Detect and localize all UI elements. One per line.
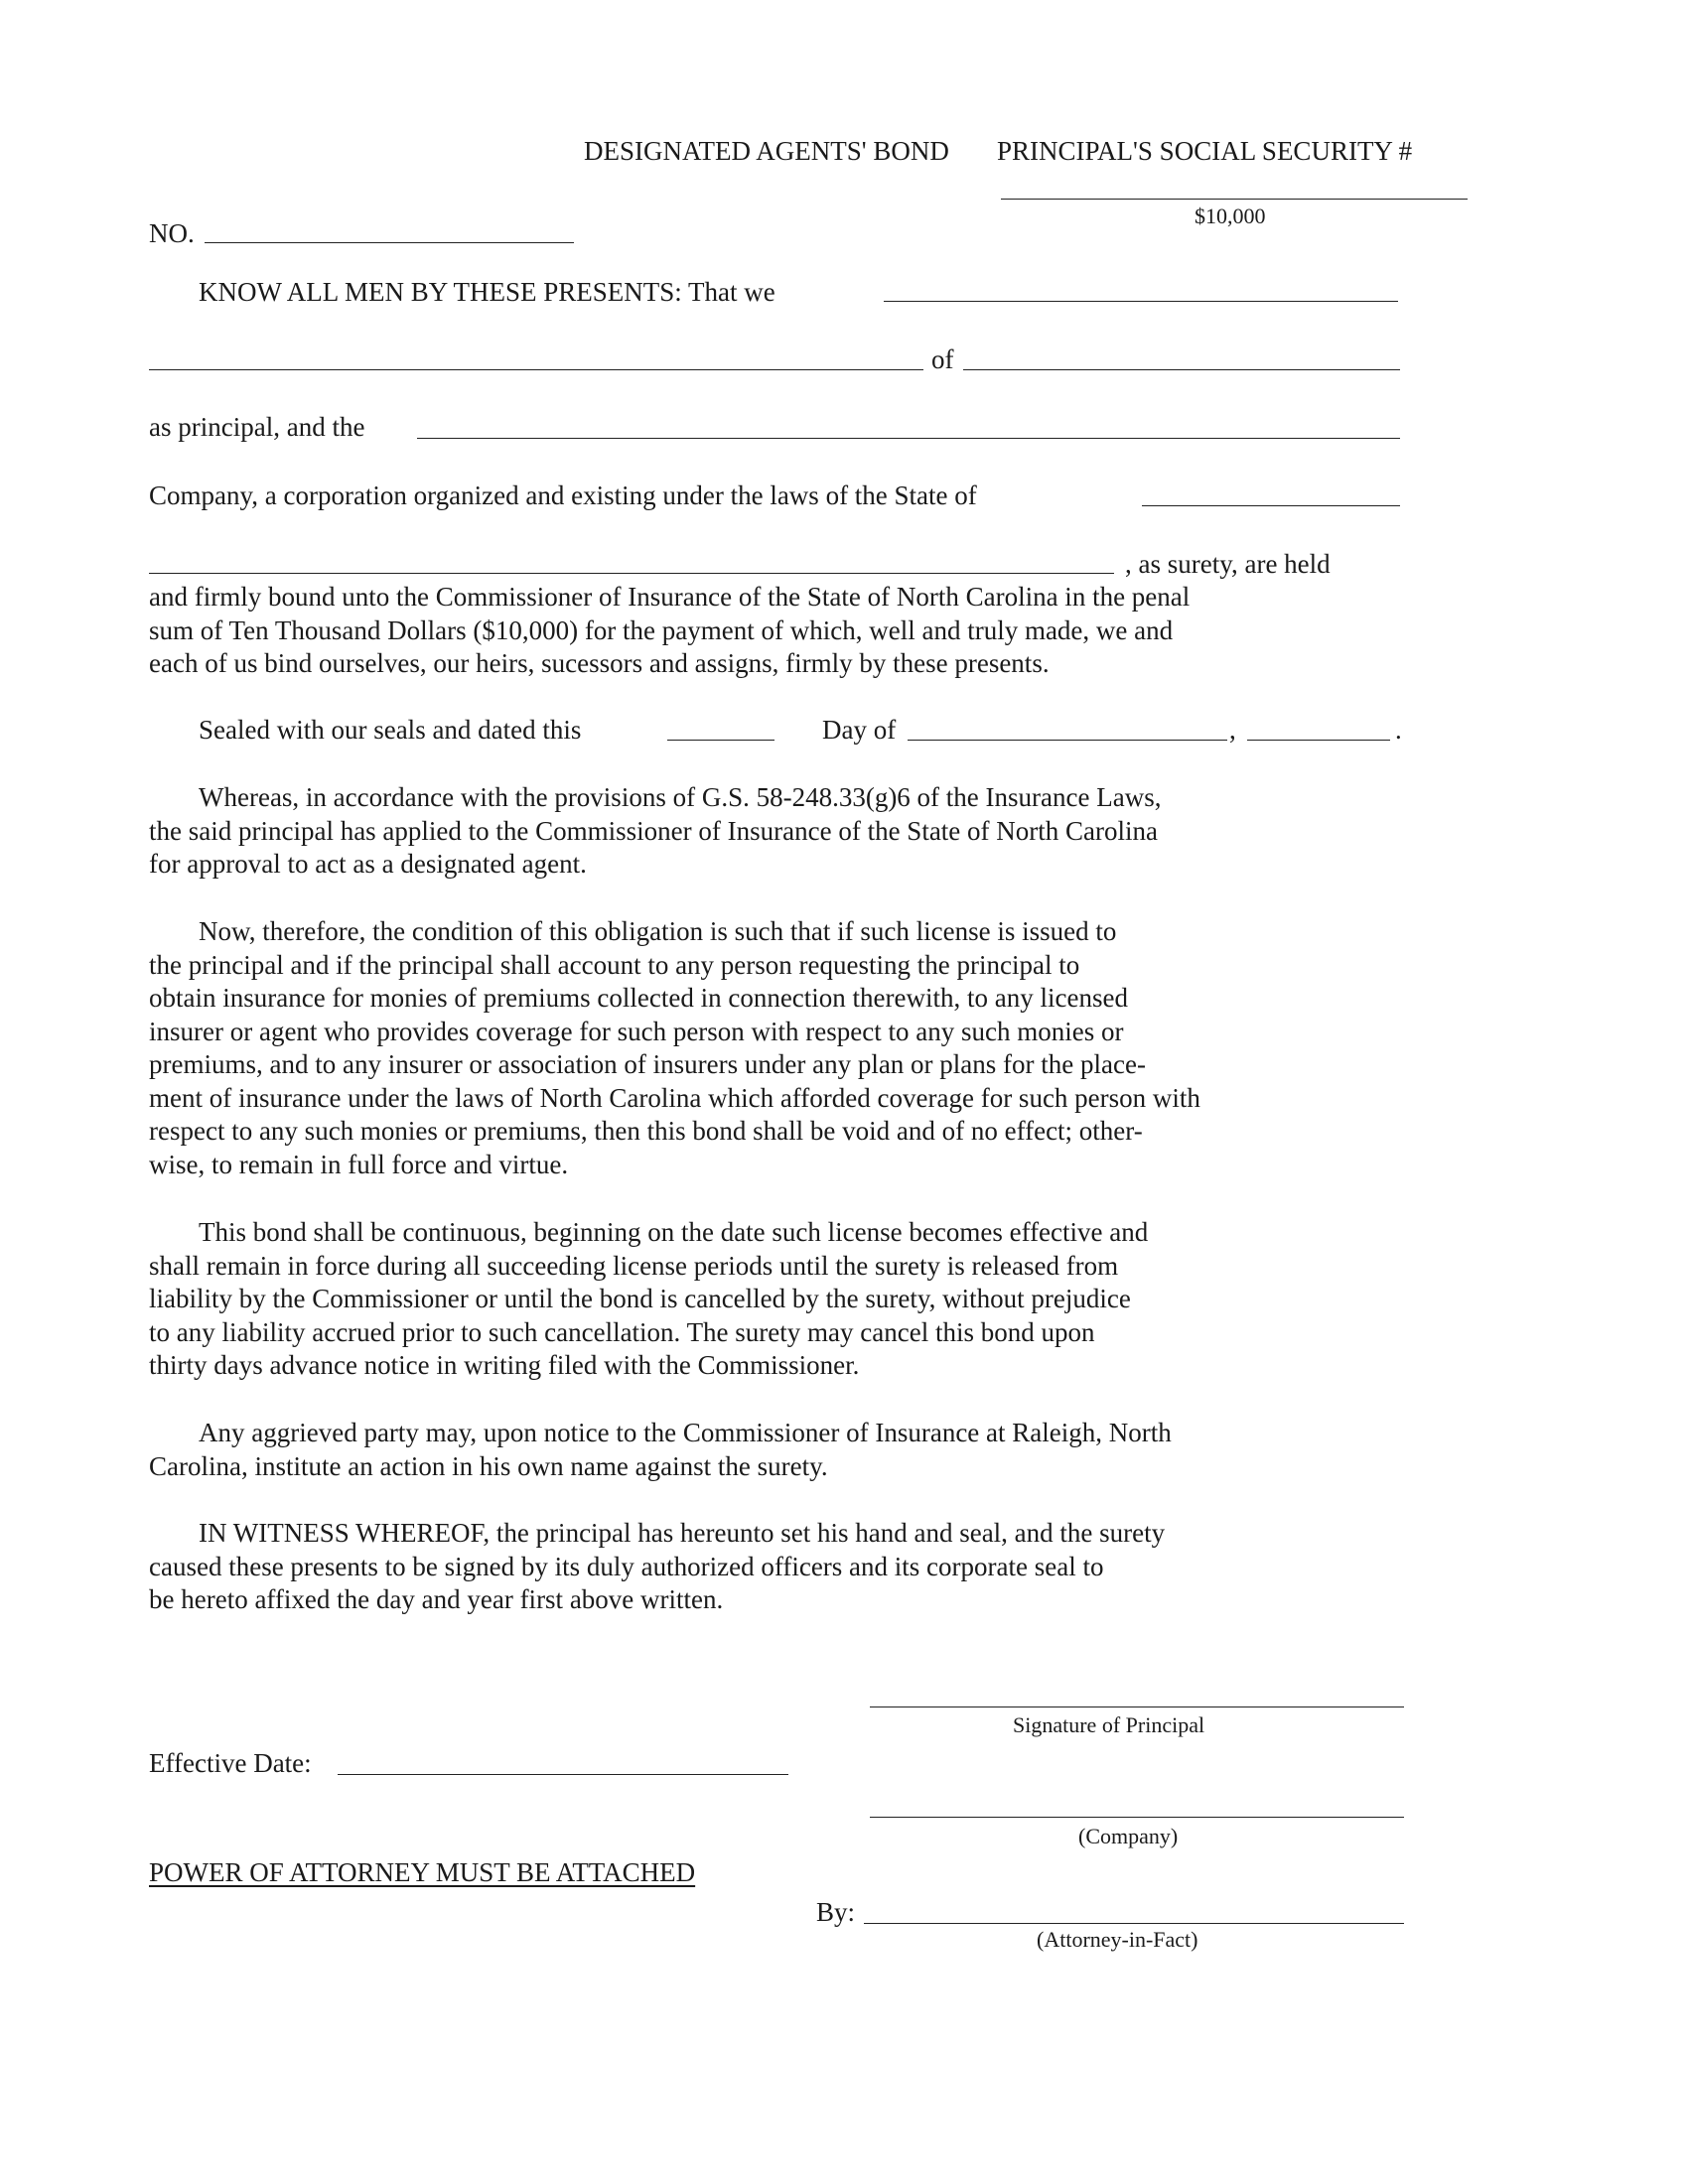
- company-signature-field[interactable]: [870, 1817, 1404, 1818]
- paragraph-line: This bond shall be continuous, beginning on the date such license becomes effective and: [199, 1217, 1149, 1247]
- paragraph-line: thirty days advance notice in writing filed with the Commissioner.: [149, 1350, 860, 1380]
- power-of-attorney-notice: POWER OF ATTORNEY MUST BE ATTACHED: [149, 1857, 696, 1887]
- aggrieved-paragraph: [149, 1417, 1400, 1483]
- bond-title: DESIGNATED AGENTS' BOND: [584, 136, 949, 166]
- paragraph-line: obtain insurance for monies of premiums collected in connection therewith, to any licensed: [149, 983, 1128, 1013]
- surety-label: , as surety, are held: [1125, 549, 1331, 579]
- principal-address-field[interactable]: [963, 369, 1400, 370]
- paragraph-line: respect to any such monies or premiums, then this bond shall be void and of no effect; other-: [149, 1116, 1143, 1146]
- continuous-paragraph: [149, 1216, 1400, 1383]
- now-therefore-paragraph: [149, 915, 1400, 1181]
- principal-signature-label: Signature of Principal: [1013, 1712, 1205, 1737]
- paragraph-line: IN WITNESS WHEREOF, the principal has hereunto set his hand and seal, and the surety: [199, 1518, 1166, 1548]
- principal-signature-field[interactable]: [870, 1706, 1404, 1707]
- principal-name-field[interactable]: [884, 301, 1398, 302]
- of-label: of: [931, 344, 954, 374]
- bond-number-field[interactable]: [205, 242, 574, 243]
- paragraph-line: each of us bind ourselves, our heirs, sucessors and assigns, firmly by these presents.: [149, 648, 1050, 678]
- paragraph-line: to any liability accrued prior to such cancellation. The surety may cancel this bond upon: [149, 1316, 1095, 1347]
- bond-number-label: NO.: [149, 218, 195, 248]
- paragraph-line: Any aggrieved party may, upon notice to the Commissioner of Insurance at Raleigh, North: [199, 1418, 1172, 1447]
- day-of-label: Day of: [822, 715, 897, 745]
- by-label: By:: [816, 1897, 856, 1927]
- effective-date-label: Effective Date:: [149, 1748, 312, 1778]
- paragraph-line: sum of Ten Thousand Dollars ($10,000) for the payment of which, well and truly made, we and: [149, 614, 1174, 645]
- paragraph-line: the principal and if the principal shall account to any person requesting the principal to: [149, 949, 1080, 980]
- day-field[interactable]: [667, 740, 774, 741]
- paragraph-line: be hereto affixed the day and year first above written.: [149, 1584, 724, 1614]
- paragraph-line: for approval to act as a designated agent.: [149, 849, 587, 879]
- sealed-label: Sealed with our seals and dated this: [199, 715, 582, 745]
- attorney-in-fact-label: (Attorney-in-Fact): [1037, 1927, 1198, 1952]
- paragraph-line: caused these presents to be signed by its duly authorized officers and its corporate seal to: [149, 1551, 1104, 1581]
- paragraph-line: the said principal has applied to the Commissioner of Insurance of the State of North Carolina: [149, 815, 1158, 846]
- as-principal-label: as principal, and the: [149, 412, 365, 442]
- company-corporation-label: Company, a corporation organized and existing under the laws of the State of: [149, 480, 977, 510]
- period: .: [1395, 715, 1402, 745]
- bond-amount: $10,000: [1195, 204, 1266, 228]
- principal-name-field-2[interactable]: [149, 369, 923, 370]
- month-field[interactable]: [908, 740, 1227, 741]
- paragraph-line: liability by the Commissioner or until the bond is cancelled by the surety, without prejudice: [149, 1284, 1131, 1313]
- comma: ,: [1229, 715, 1236, 745]
- paragraph-line: Whereas, in accordance with the provisions of G.S. 58-248.33(g)6 of the Insurance Laws,: [199, 782, 1162, 812]
- paragraph-line: Now, therefore, the condition of this obligation is such that if such license is issued to: [199, 916, 1117, 946]
- paragraph-line: shall remain in force during all succeeding license periods until the surety is released from: [149, 1250, 1119, 1281]
- attorney-signature-field[interactable]: [864, 1923, 1404, 1924]
- ssn-field[interactable]: [1001, 199, 1468, 200]
- know-all-label: KNOW ALL MEN BY THESE PRESENTS: That we: [199, 277, 775, 307]
- paragraph-line: premiums, and to any insurer or association of insurers under any plan or plans for the place-: [149, 1049, 1146, 1079]
- bound-paragraph: [149, 581, 1400, 681]
- paragraph-line: wise, to remain in full force and virtue.: [149, 1149, 569, 1179]
- whereas-paragraph: [149, 781, 1400, 882]
- surety-state-field[interactable]: [149, 573, 1114, 574]
- company-label: (Company): [1078, 1824, 1179, 1848]
- surety-company-field[interactable]: [417, 438, 1400, 439]
- paragraph-line: ment of insurance under the laws of North Carolina which afforded coverage for such person with: [149, 1082, 1200, 1113]
- state-field[interactable]: [1142, 505, 1400, 506]
- paragraph-line: Carolina, institute an action in his own name against the surety.: [149, 1450, 828, 1481]
- paragraph-line: and firmly bound unto the Commissioner of Insurance of the State of North Carolina in the penal: [149, 582, 1191, 612]
- effective-date-field[interactable]: [338, 1774, 788, 1775]
- year-field[interactable]: [1247, 740, 1390, 741]
- witness-paragraph: [149, 1517, 1400, 1617]
- paragraph-line: insurer or agent who provides coverage for such person with respect to any such monies or: [149, 1016, 1124, 1046]
- ssn-label: PRINCIPAL'S SOCIAL SECURITY #: [997, 136, 1413, 166]
